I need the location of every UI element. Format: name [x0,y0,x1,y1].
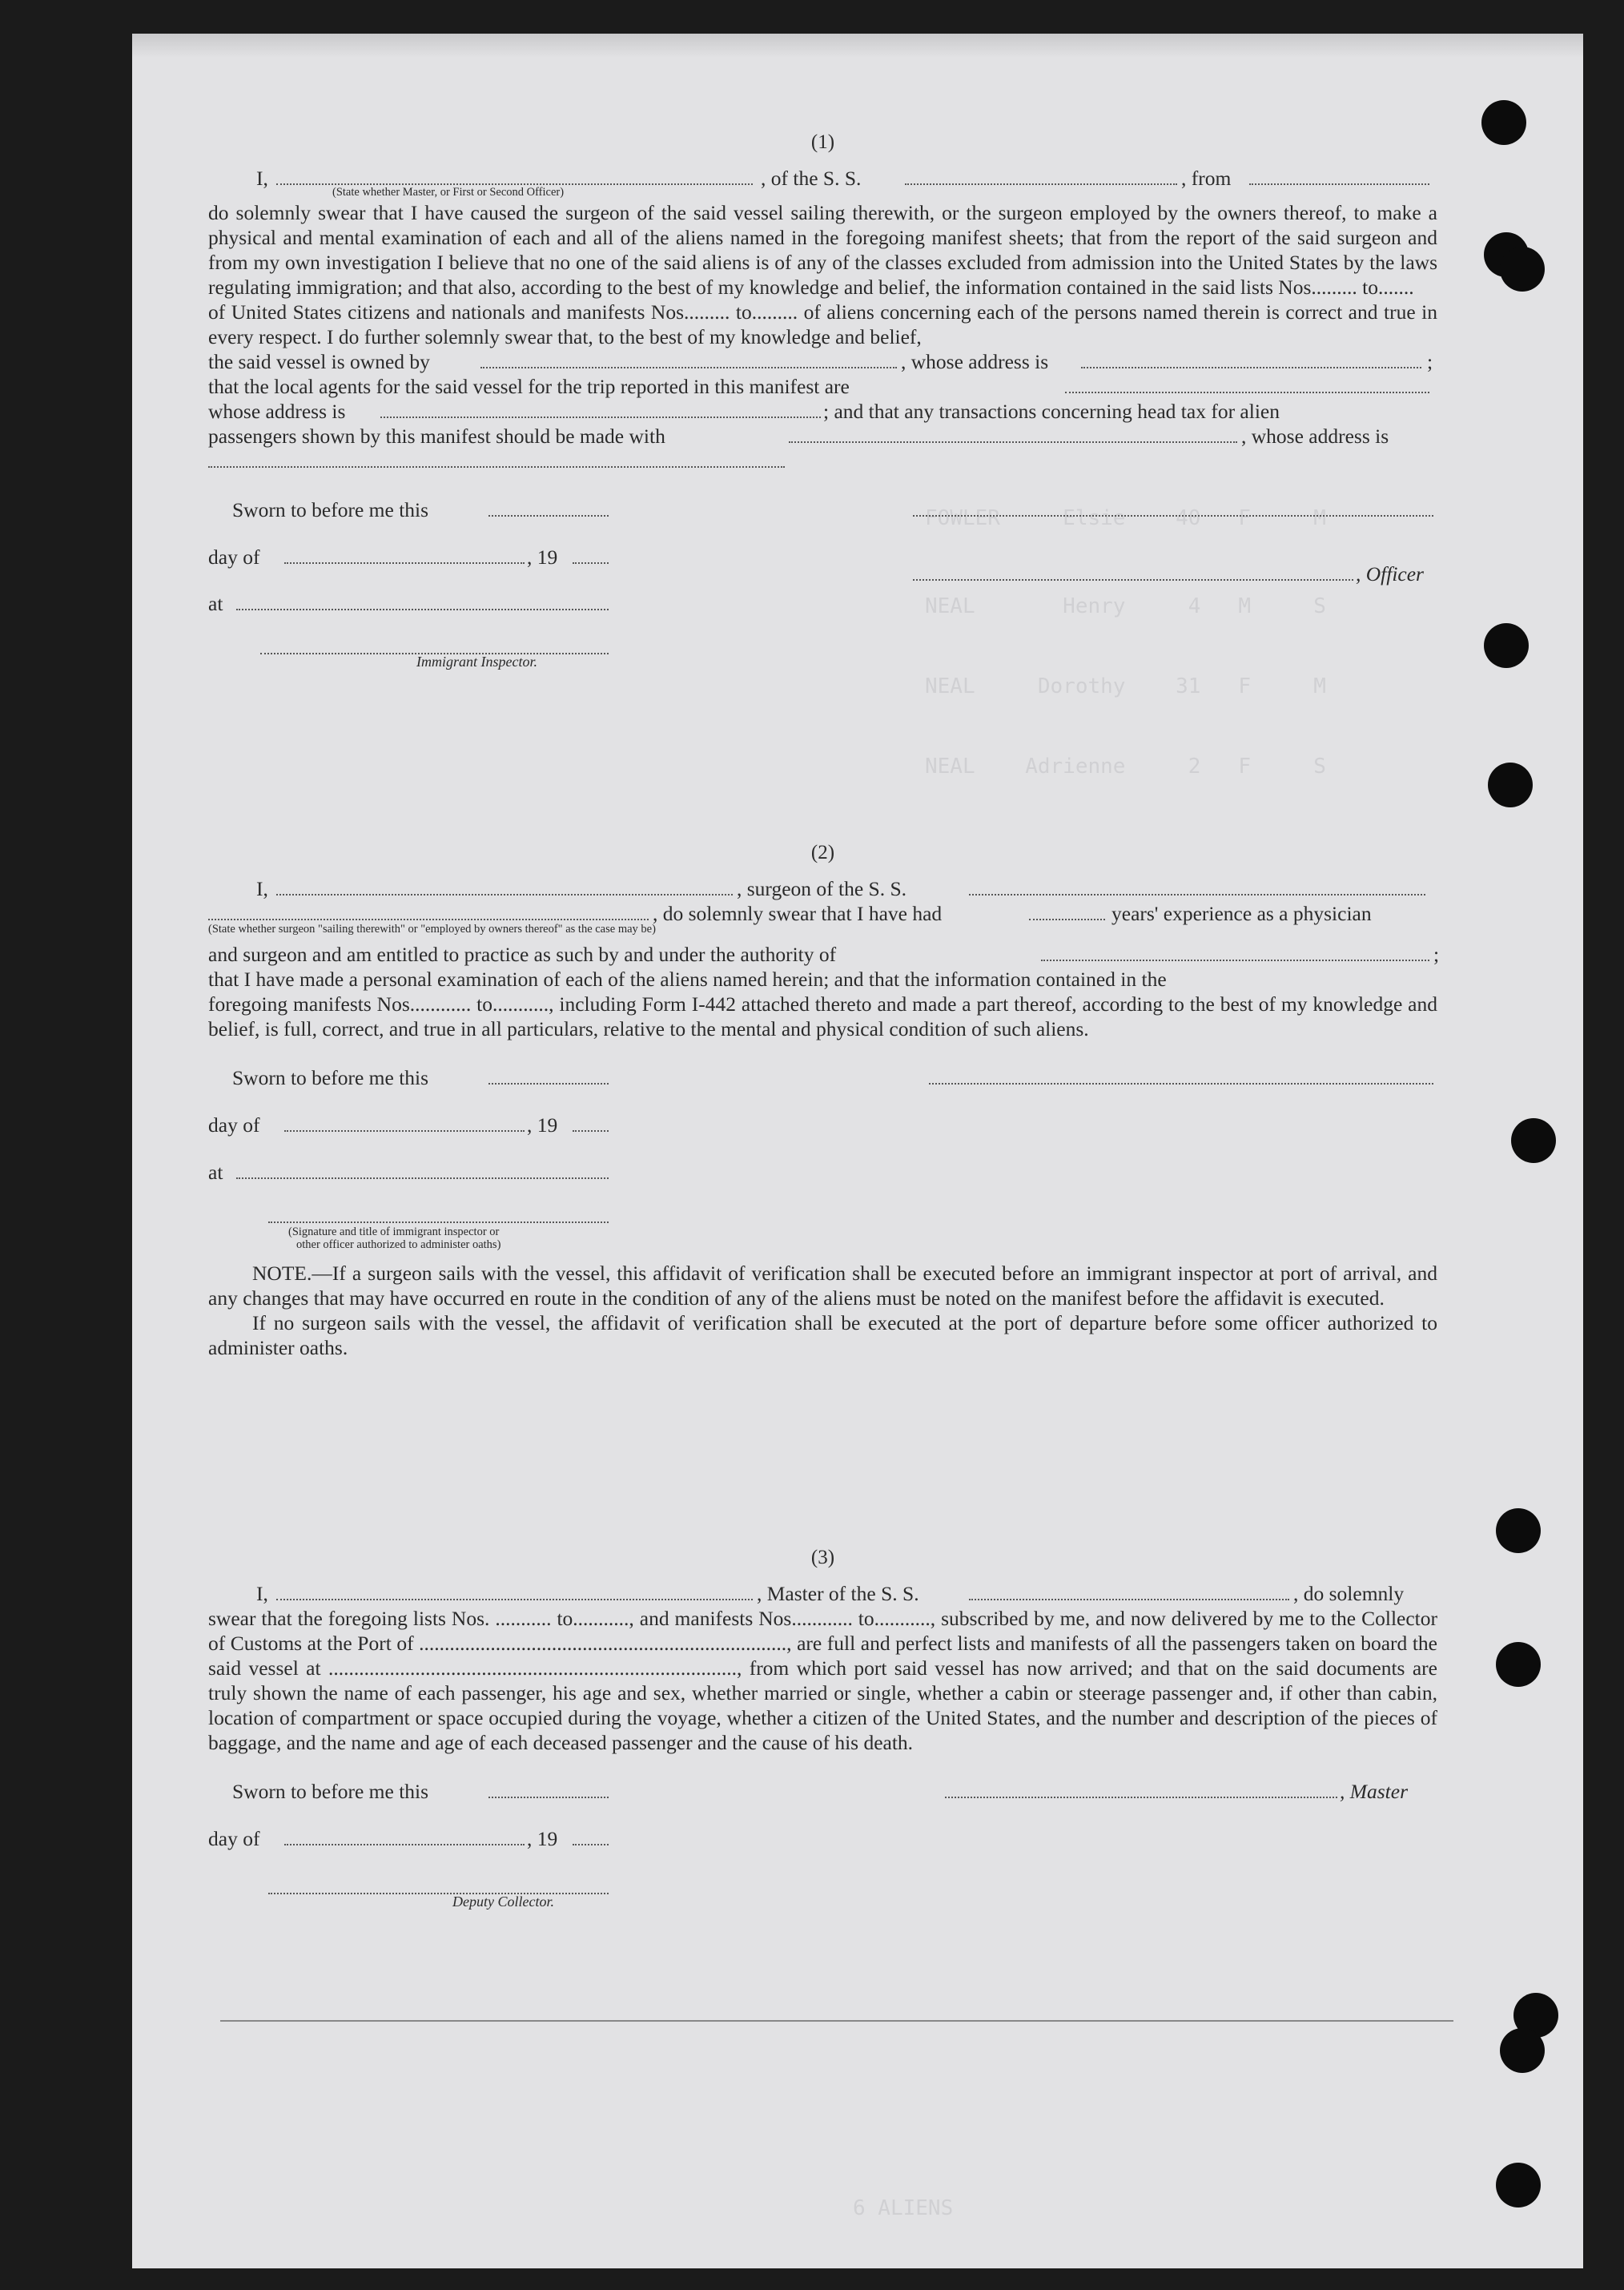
agents-address-label: whose address is [208,400,346,423]
surgeon-name-field[interactable] [276,876,733,895]
from-port-field[interactable] [1249,166,1429,185]
collector-line [208,1875,1437,1900]
sworn-label: Sworn to before me this [232,1066,429,1089]
head-tax-contact-field[interactable] [789,424,1237,443]
bleed-through-text: NEAL Henry 4 M S [925,594,1326,618]
at-line-1 [208,591,1437,616]
note-paragraph-2: If no surgeon sails with the vessel, the affidavit of verification shall be executed at the port of departure before some officer authorized to administer oaths. [208,1311,1437,1359]
bleed-through-text: NEAL Adrienne 2 F S [925,755,1326,779]
authority-field[interactable] [1041,942,1429,961]
bleed-through-text: NEAL Dorothy 31 F M [925,674,1326,698]
punch-hole [1481,100,1526,145]
inspector-line [208,635,1437,660]
bottom-rule [220,2020,1453,2022]
section-1 [208,130,1437,668]
punch-hole [1484,623,1529,668]
head-tax-address-line [208,449,1437,473]
surgeon-status-field[interactable] [208,901,649,920]
sworn-line-3 [208,1779,1437,1804]
section-1-first-line [208,166,1437,191]
authority-label: and surgeon and am entitled to practice as such by and under the authority of [208,943,837,966]
sworn-line-1 [208,497,1437,522]
year-label: , 19 [527,1827,558,1850]
passengers-label: passengers shown by this manifest should be made with [208,425,665,448]
inspector-signature-field[interactable] [260,635,609,654]
master-label: , Master [1340,1780,1408,1803]
year-field[interactable] [573,1826,609,1845]
manifests-text: foregoing manifests Nos............ to..........., including Form I-442 attached thereto and made a part thereof, according to the best of my knowledge and belief, is full, correct, and true in all particulars, relative to the mental and physical condition of such aliens. [208,992,1437,1040]
punch-hole [1488,763,1533,807]
section-1-body: do solemnly swear that I have caused the surgeon of the said vessel sailing therewith, or the surgeon employed by the owners thereof, to make a physical and mental examination of each and all of the aliens named in the foregoing manifest sheets; that from the report of the said surgeon and from my own investigation I believe that no one of the said aliens is of any of the classes excluded from admission into the United States by the laws regulating immigration; and that also, according to the best of my knowledge and belief, the information contained in the said lists Nos......... to....... [208,201,1437,299]
officer-name-field[interactable] [276,166,753,185]
sworn-day-field[interactable] [488,497,609,517]
at-label: at [208,1161,223,1184]
years-experience-label: years' experience as a physician [1111,902,1372,925]
owned-by-label: the said vessel is owned by [208,350,430,373]
collector-signature-field[interactable] [268,1875,609,1894]
surgeon-status-hint: (State whether surgeon "sailing therewith" or "employed by owners thereof" as the case may be) [208,923,656,936]
section-3 [208,1545,1437,1908]
day-of-label: day of [208,1113,260,1137]
head-tax-address-field[interactable] [208,449,785,468]
day-of-label: day of [208,1827,260,1850]
sworn-day-field[interactable] [488,1779,609,1798]
officer-rank-hint: (State whether Master, or First or Second Officer) [332,186,565,199]
surgeon-vessel-field[interactable] [969,876,1425,895]
owner-line: the said vessel is owned by , whose address is ; [208,350,1433,373]
local-agents-field[interactable] [1065,374,1429,393]
years-field[interactable] [1029,901,1105,920]
authority-line: and surgeon and am entitled to practice as such by and under the authority of ; [208,943,1440,966]
examination-text: that I have made a personal examination of each of the aliens named herein; and that the information contained in the [208,968,1167,991]
from-label: , from [1181,167,1232,190]
officer-line [208,561,1437,586]
at-label: at [208,592,223,615]
do-solemnly-label: , do solemnly [1293,1582,1405,1605]
section-3-body: swear that the foregoing lists Nos. ........... to..........., and manifests Nos............ to..........., subscribed by me, and now delivered by me to the Collector of Customs at the Port of ........................................................................, are full and perfect lists and manifests of all the passengers taken on board the said vessel at ................................................................................, from which port said vessel has now arrived; and that on the said documents are truly shown the name of each passenger, his age and sex, whether married or single, whether a cabin or steerage passenger and, if other than cabin, location of compartment or space occupied during the voyage, whether a citizen of the United States, and the number and description of the pieces of baggage, and the name and age of each deceased passenger and the cause of his death. [208,1607,1437,1754]
whose-address-label: , whose address is [901,350,1049,373]
bleed-through-text: FOWLER Elsie 40 F M [925,506,1326,530]
punch-hole [1500,2028,1545,2073]
sworn-label: Sworn to before me this [232,498,429,521]
section-2-second-line [208,901,1437,926]
day-of-line-3 [208,1826,1437,1851]
inspector-sig-line [208,1204,1437,1229]
signature-hint [208,1225,1437,1251]
section-3-first-line [208,1581,1437,1606]
year-label: , 19 [527,1113,558,1137]
sworn-line-2 [208,1065,1437,1090]
punch-hole [1511,1118,1556,1163]
year-field[interactable] [573,1113,609,1132]
pronoun-i: I, [256,877,268,900]
agents-line [208,374,1437,399]
signature-hint-line-2: other officer authorized to administer oaths) [296,1238,501,1251]
section-1-number: (1) [810,131,835,153]
inspector-label: Immigrant Inspector. [416,654,537,670]
punch-hole [1496,2163,1541,2207]
master-vessel-field[interactable] [969,1581,1289,1600]
pronoun-i: I, [256,167,268,190]
collector-label: Deputy Collector. [452,1894,554,1910]
officer-signature-field[interactable] [913,497,1433,517]
agents-address-field[interactable] [380,399,821,418]
master-name-field[interactable] [276,1581,753,1600]
master-signature-field[interactable] [945,1779,1337,1798]
punch-hole [1496,1508,1541,1553]
section-2 [208,840,1440,1360]
surgeon-signature-field[interactable] [929,1065,1433,1085]
sworn-label: Sworn to before me this [232,1780,429,1803]
day-of-line-2 [208,1113,1437,1137]
surgeon-of-ss-label: , surgeon of the S. S. [737,877,907,900]
signature-hint-line-1: (Signature and title of immigrant inspector or [288,1225,500,1238]
section-2-first-line [208,876,1437,901]
punch-hole [1496,1642,1541,1687]
agents-address-line [208,399,1437,424]
month-field[interactable] [284,1826,525,1845]
head-tax-label: ; and that any transactions concerning head tax for alien [823,400,1280,423]
manifest-back-page [132,34,1583,2268]
note-paragraph-1: NOTE.—If a surgeon sails with the vessel, this affidavit of verification shall be executed before an immigrant inspector at port of arrival, and any changes that may have occurred en route in the condition of any of the aliens must be noted on the manifest before the affidavit is executed. [208,1262,1437,1310]
whose-address-label-3: , whose address is [1241,425,1389,448]
year-label: , 19 [527,545,558,569]
vessel-name-field[interactable] [905,166,1177,185]
officer-label: , Officer [1356,562,1424,586]
owner-field[interactable] [480,349,897,368]
at-line-2 [208,1160,1437,1185]
master-of-ss-label: , Master of the S. S. [757,1582,919,1605]
section-1-body-2: of United States citizens and nationals and manifests Nos......... to......... of aliens concerning each of the persons named therein is correct and true in every respect. I do further solemnly swear that, to the best of my knowledge and belief, [208,300,1437,348]
pronoun-i: I, [256,1582,268,1605]
inspector-signature-field[interactable] [268,1204,609,1223]
month-field[interactable] [284,1113,525,1132]
at-place-field[interactable] [236,591,609,610]
faint-footer-text: 6 ALIENS [853,2196,954,2220]
at-place-field[interactable] [236,1160,609,1179]
head-tax-line [208,424,1437,449]
officer-field[interactable] [913,561,1353,581]
solemnly-swear-label: , do solemnly swear that I have had [653,902,943,925]
owner-address-field[interactable] [1081,349,1421,368]
punch-hole [1500,247,1545,292]
section-2-number: (2) [810,842,835,863]
sworn-day-field[interactable] [488,1065,609,1085]
of-the-ss-label: , of the S. S. [761,167,862,190]
day-of-label: day of [208,545,260,569]
section-3-number: (3) [810,1547,835,1568]
local-agents-label: that the local agents for the said vessel for the trip reported in this manifest are [208,375,850,398]
